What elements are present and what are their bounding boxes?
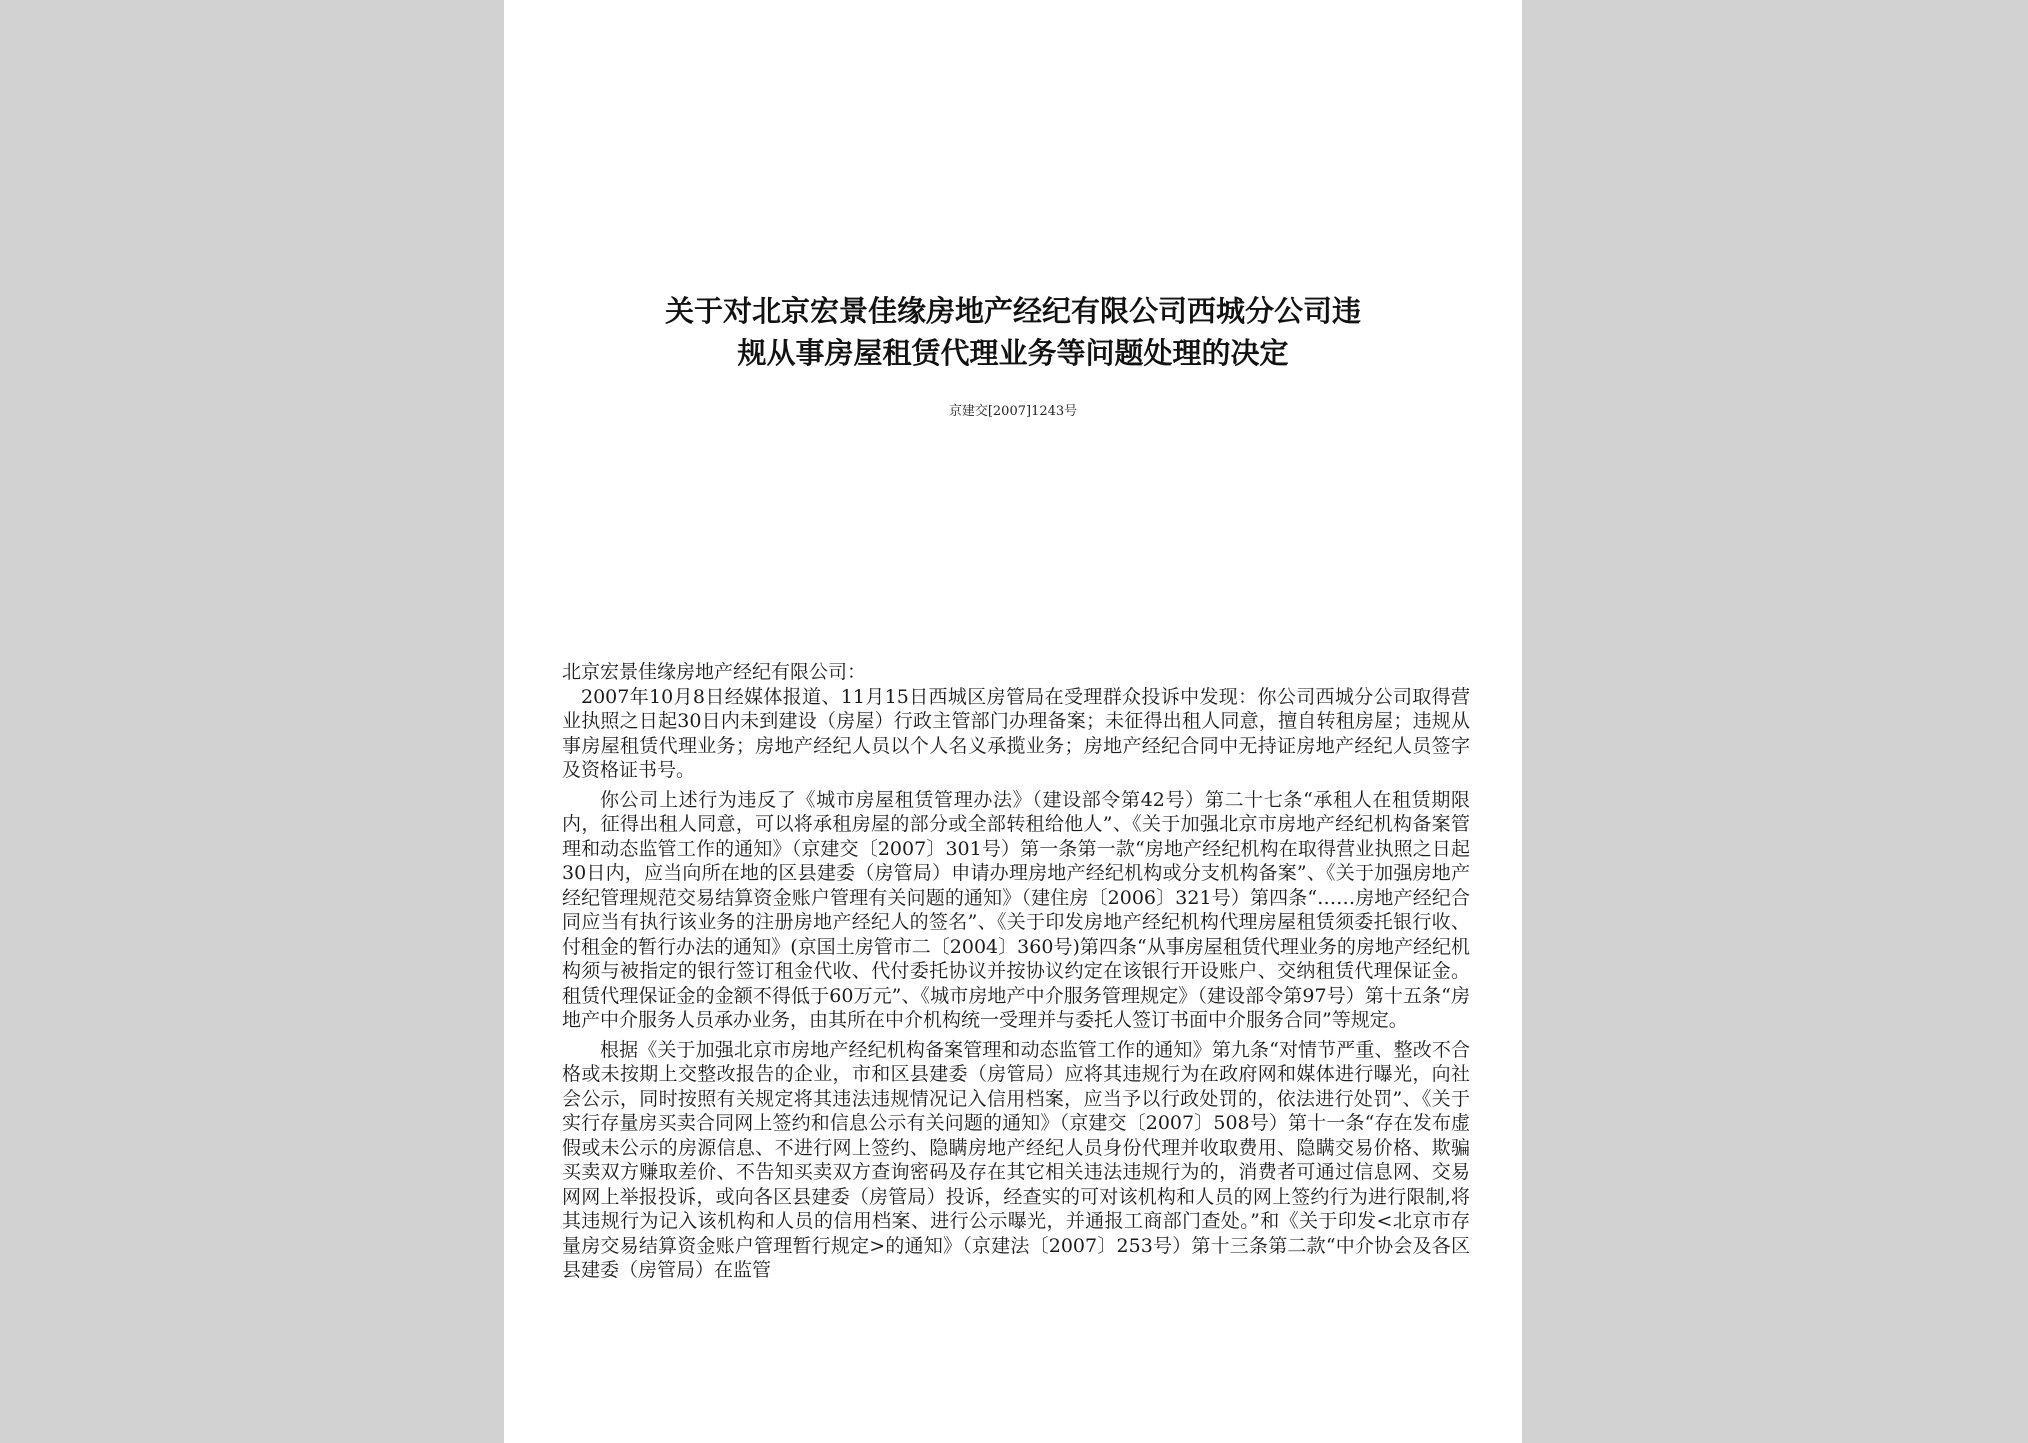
document-number: 京建交[2007]1243号 [948, 404, 1078, 419]
salutation: 北京宏景佳缘房地产经纪有限公司： [562, 661, 867, 683]
paragraph-1: 2007年10月8日经媒体报道、11月15日西城区房管局在受理群众投诉中发现：你公司西城分公司取得营业执照之日起30日内未到建设（房屋）行政主管部门办理备案；未征得出租人同意，擅自转租房屋；违规从事房屋租赁代理业务；房地产经纪人员以个人名义承揽业务；房地产经纪合同中无持证房地产经纪人员签字及资格证书号。 [562, 685, 1470, 781]
title-line-2: 规从事房屋租赁代理业务等问题处理的决定 [737, 336, 1289, 370]
paragraph-3: 根据《关于加强北京市房地产经纪机构备案管理和动态监管工作的通知》第九条“对情节严重、整改不合格或未按期上交整改报告的企业，市和区县建委（房管局）应将其违规行为在政府网和媒体进行曝光，向社会公示，同时按照有关规定将其违法违规情况记入信用档案，应当予以行政处罚的，依法进行处罚”、《关于实行存量房买卖合同网上签约和信息公示有关问题的通知》（京建交〔2007〕508号）第十一条“存在发布虚假或未公示的房源信息、不进行网上签约、隐瞒房地产经纪人员身份代理并收取费用、隐瞒交易价格、欺骗买卖双方赚取差价、不告知买卖双方查询密码及存在其它相关违法违规行为的，消费者可通过信息网、交易网网上举报投诉，或向各区县建委（房管局）投诉，经查实的可对该机构和人员的网上签约行为进行限制,将其违规行为记入该机构和人员的信用档案、进行公示曝光，并通报工商部门查处。”和《关于印发<北京市存量房交易结算资金账户管理暂行规定>的通知》（京建法〔2007〕253号）第十三条第二款“中介协会及各区县建委（房管局）在监管 [562, 1038, 1470, 1281]
paragraph-2: 你公司上述行为违反了《城市房屋租赁管理办法》（建设部令第42号）第二十七条“承租人在租赁期限内，征得出租人同意，可以将承租房屋的部分或全部转租给他人”、《关于加强北京市房地产经纪机构备案管理和动态监管工作的通知》（京建交〔2007〕301号）第一条第一款“房地产经纪机构在取得营业执照之日起30日内，应当向所在地的区县建委（房管局）申请办理房地产经纪机构或分支机构备案”、《关于加强房地产经纪管理规范交易结算资金账户管理有关问题的通知》（建住房〔2006〕321号）第四条“……房地产经纪合同应当有执行该业务的注册房地产经纪人的签名”、《关于印发房地产经纪机构代理房屋租赁须委托银行收、付租金的暂行办法的通知》(京国土房管市二〔2004〕360号)第四条“从事房屋租赁代理业务的房地产经纪机构须与被指定的银行签订租金代收、代付委托协议并按协议约定在该银行开设账户、交纳租赁代理保证金。租赁代理保证金的金额不得低于60万元”、《城市房地产中介服务管理规定》（建设部令第97号）第十五条“房地产中介服务人员承办业务，由其所在中介机构统一受理并与委托人签订书面中介服务合同”等规定。 [562, 788, 1470, 1031]
document-page [504, 0, 1522, 1443]
document-title [560, 290, 1466, 374]
title-line-1: 关于对北京宏景佳缘房地产经纪有限公司西城分公司违 [664, 294, 1361, 328]
document-body [562, 660, 1470, 1288]
